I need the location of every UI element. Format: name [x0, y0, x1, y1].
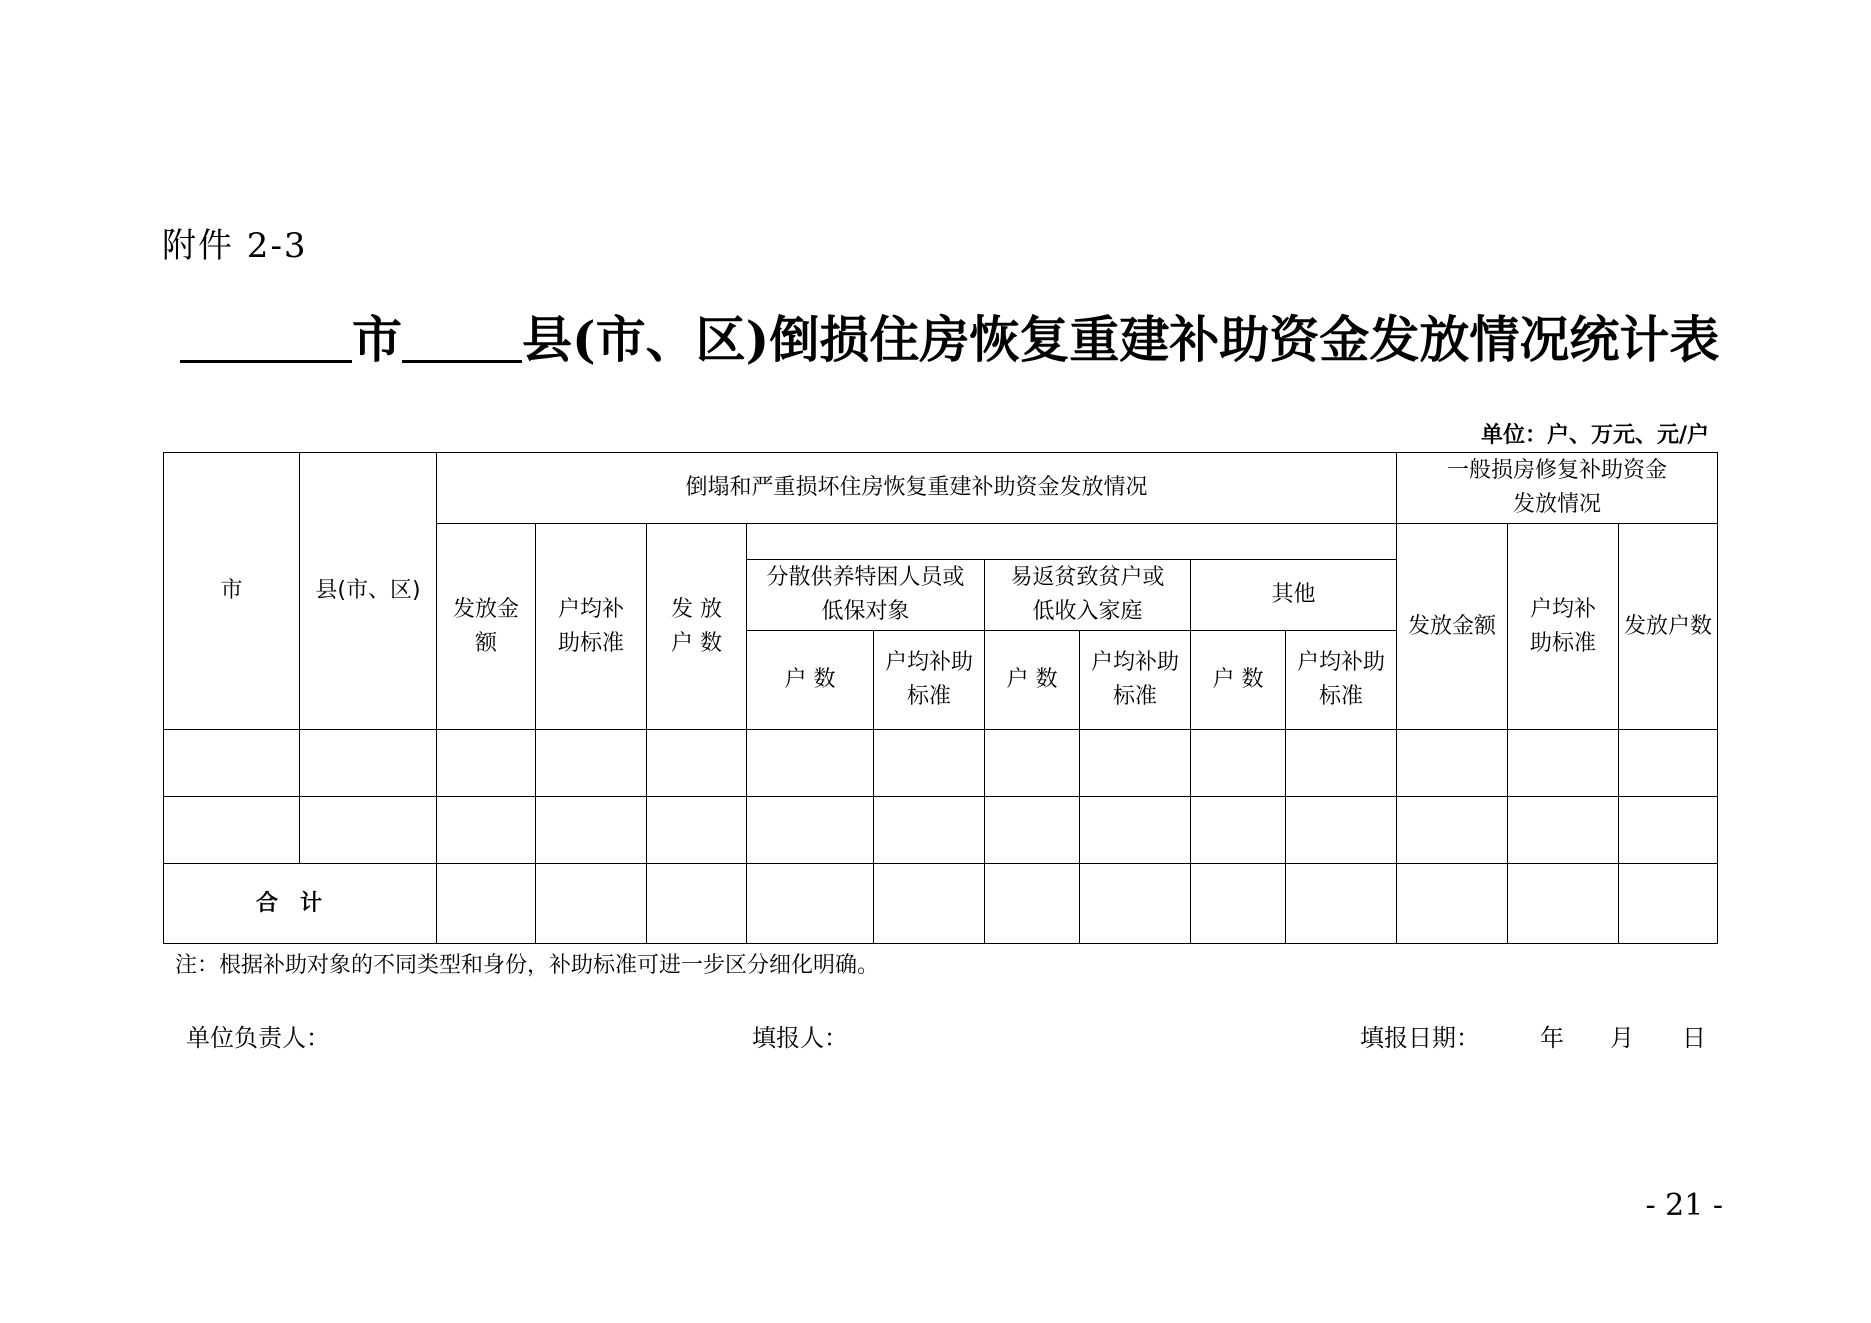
table-cell[interactable] — [1619, 730, 1718, 797]
header-sub2-avg: 户均补助 标准 — [1080, 631, 1191, 730]
table-cell[interactable] — [1191, 864, 1286, 944]
table-cell[interactable] — [874, 864, 985, 944]
statistics-table — [163, 452, 1718, 944]
header-group-main: 倒塌和严重损坏住房恢复重建补助资金发放情况 — [437, 453, 1397, 524]
unit-label: 单位：户、万元、元/户 — [1480, 423, 1709, 448]
header-sub1-avg: 户均补助 标准 — [874, 631, 985, 730]
county-blank[interactable] — [402, 312, 522, 363]
table-cell[interactable] — [1080, 797, 1191, 864]
table-cell[interactable] — [1080, 730, 1191, 797]
table-cell[interactable] — [1397, 864, 1508, 944]
header-spacer — [747, 524, 1397, 560]
document-title — [180, 300, 1740, 372]
header-households: 发 放 户 数 — [647, 524, 747, 730]
city-blank[interactable] — [180, 312, 352, 363]
table-cell[interactable] — [1508, 797, 1619, 864]
table-cell[interactable] — [985, 730, 1080, 797]
table-cell[interactable] — [647, 864, 747, 944]
table-cell[interactable] — [1397, 730, 1508, 797]
table-cell[interactable] — [1508, 730, 1619, 797]
header-county: 县(市、区) — [300, 453, 437, 730]
table-cell[interactable] — [536, 730, 647, 797]
fill-date-label: 填报日期： — [1360, 1024, 1480, 1052]
table-cell[interactable] — [164, 730, 300, 797]
table-cell[interactable] — [874, 797, 985, 864]
table-cell[interactable] — [437, 864, 536, 944]
header-gen-amount: 发放金额 — [1397, 524, 1508, 730]
header-subgroup-other: 其他 — [1191, 560, 1397, 631]
table-row — [164, 797, 1718, 864]
table-cell[interactable] — [747, 730, 874, 797]
table-cell[interactable] — [536, 797, 647, 864]
table-cell[interactable] — [1397, 797, 1508, 864]
footnote: 注：根据补助对象的不同类型和身份，补助标准可进一步区分细化明确。 — [175, 953, 880, 978]
header-sub3-avg: 户均补助 标准 — [1286, 631, 1397, 730]
header-avg-standard: 户均补 助标准 — [536, 524, 647, 730]
total-label: 合计 — [164, 864, 437, 944]
table-row — [164, 730, 1718, 797]
table-cell[interactable] — [300, 797, 437, 864]
table-cell[interactable] — [1619, 864, 1718, 944]
table-cell[interactable] — [1080, 864, 1191, 944]
filler-label: 填报人： — [752, 1024, 848, 1052]
header-sub3-households: 户 数 — [1191, 631, 1286, 730]
table-cell[interactable] — [536, 864, 647, 944]
page-number: - 21 - — [1645, 1188, 1723, 1223]
table-cell[interactable] — [1286, 730, 1397, 797]
table-cell[interactable] — [1508, 864, 1619, 944]
table-cell[interactable] — [437, 797, 536, 864]
header-subgroup-low-income: 易返贫致贫户或 低收入家庭 — [985, 560, 1191, 631]
header-amount: 发放金 额 — [437, 524, 536, 730]
date-month-label: 月 — [1610, 1024, 1634, 1052]
table-cell[interactable] — [1286, 797, 1397, 864]
header-gen-avg: 户均补 助标准 — [1508, 524, 1619, 730]
table-cell[interactable] — [985, 797, 1080, 864]
table-cell[interactable] — [300, 730, 437, 797]
attachment-label: 附件 2-3 — [162, 226, 308, 266]
header-sub1-households: 户 数 — [747, 631, 874, 730]
title-city: 市 — [352, 310, 402, 369]
header-gen-households: 发放户数 — [1619, 524, 1718, 730]
table-cell[interactable] — [747, 864, 874, 944]
unit-head-label: 单位负责人： — [186, 1024, 330, 1052]
title-county: 县(市、区)倒损住房恢复重建补助资金发放情况统计表 — [522, 310, 1720, 369]
table-cell[interactable] — [647, 797, 747, 864]
table-cell[interactable] — [747, 797, 874, 864]
header-group-general: 一般损房修复补助资金 发放情况 — [1397, 453, 1718, 524]
table-cell[interactable] — [647, 730, 747, 797]
table-cell[interactable] — [1286, 864, 1397, 944]
date-day-label: 日 — [1682, 1024, 1706, 1052]
header-city: 市 — [164, 453, 300, 730]
table-cell[interactable] — [985, 864, 1080, 944]
table-cell[interactable] — [1619, 797, 1718, 864]
header-sub2-households: 户 数 — [985, 631, 1080, 730]
date-year-label: 年 — [1540, 1024, 1564, 1052]
table-cell[interactable] — [1191, 730, 1286, 797]
table-cell[interactable] — [164, 797, 300, 864]
total-row — [164, 864, 1718, 944]
table-cell[interactable] — [437, 730, 536, 797]
header-subgroup-extreme-poverty: 分散供养特困人员或 低保对象 — [747, 560, 985, 631]
table-cell[interactable] — [1191, 797, 1286, 864]
table-cell[interactable] — [874, 730, 985, 797]
